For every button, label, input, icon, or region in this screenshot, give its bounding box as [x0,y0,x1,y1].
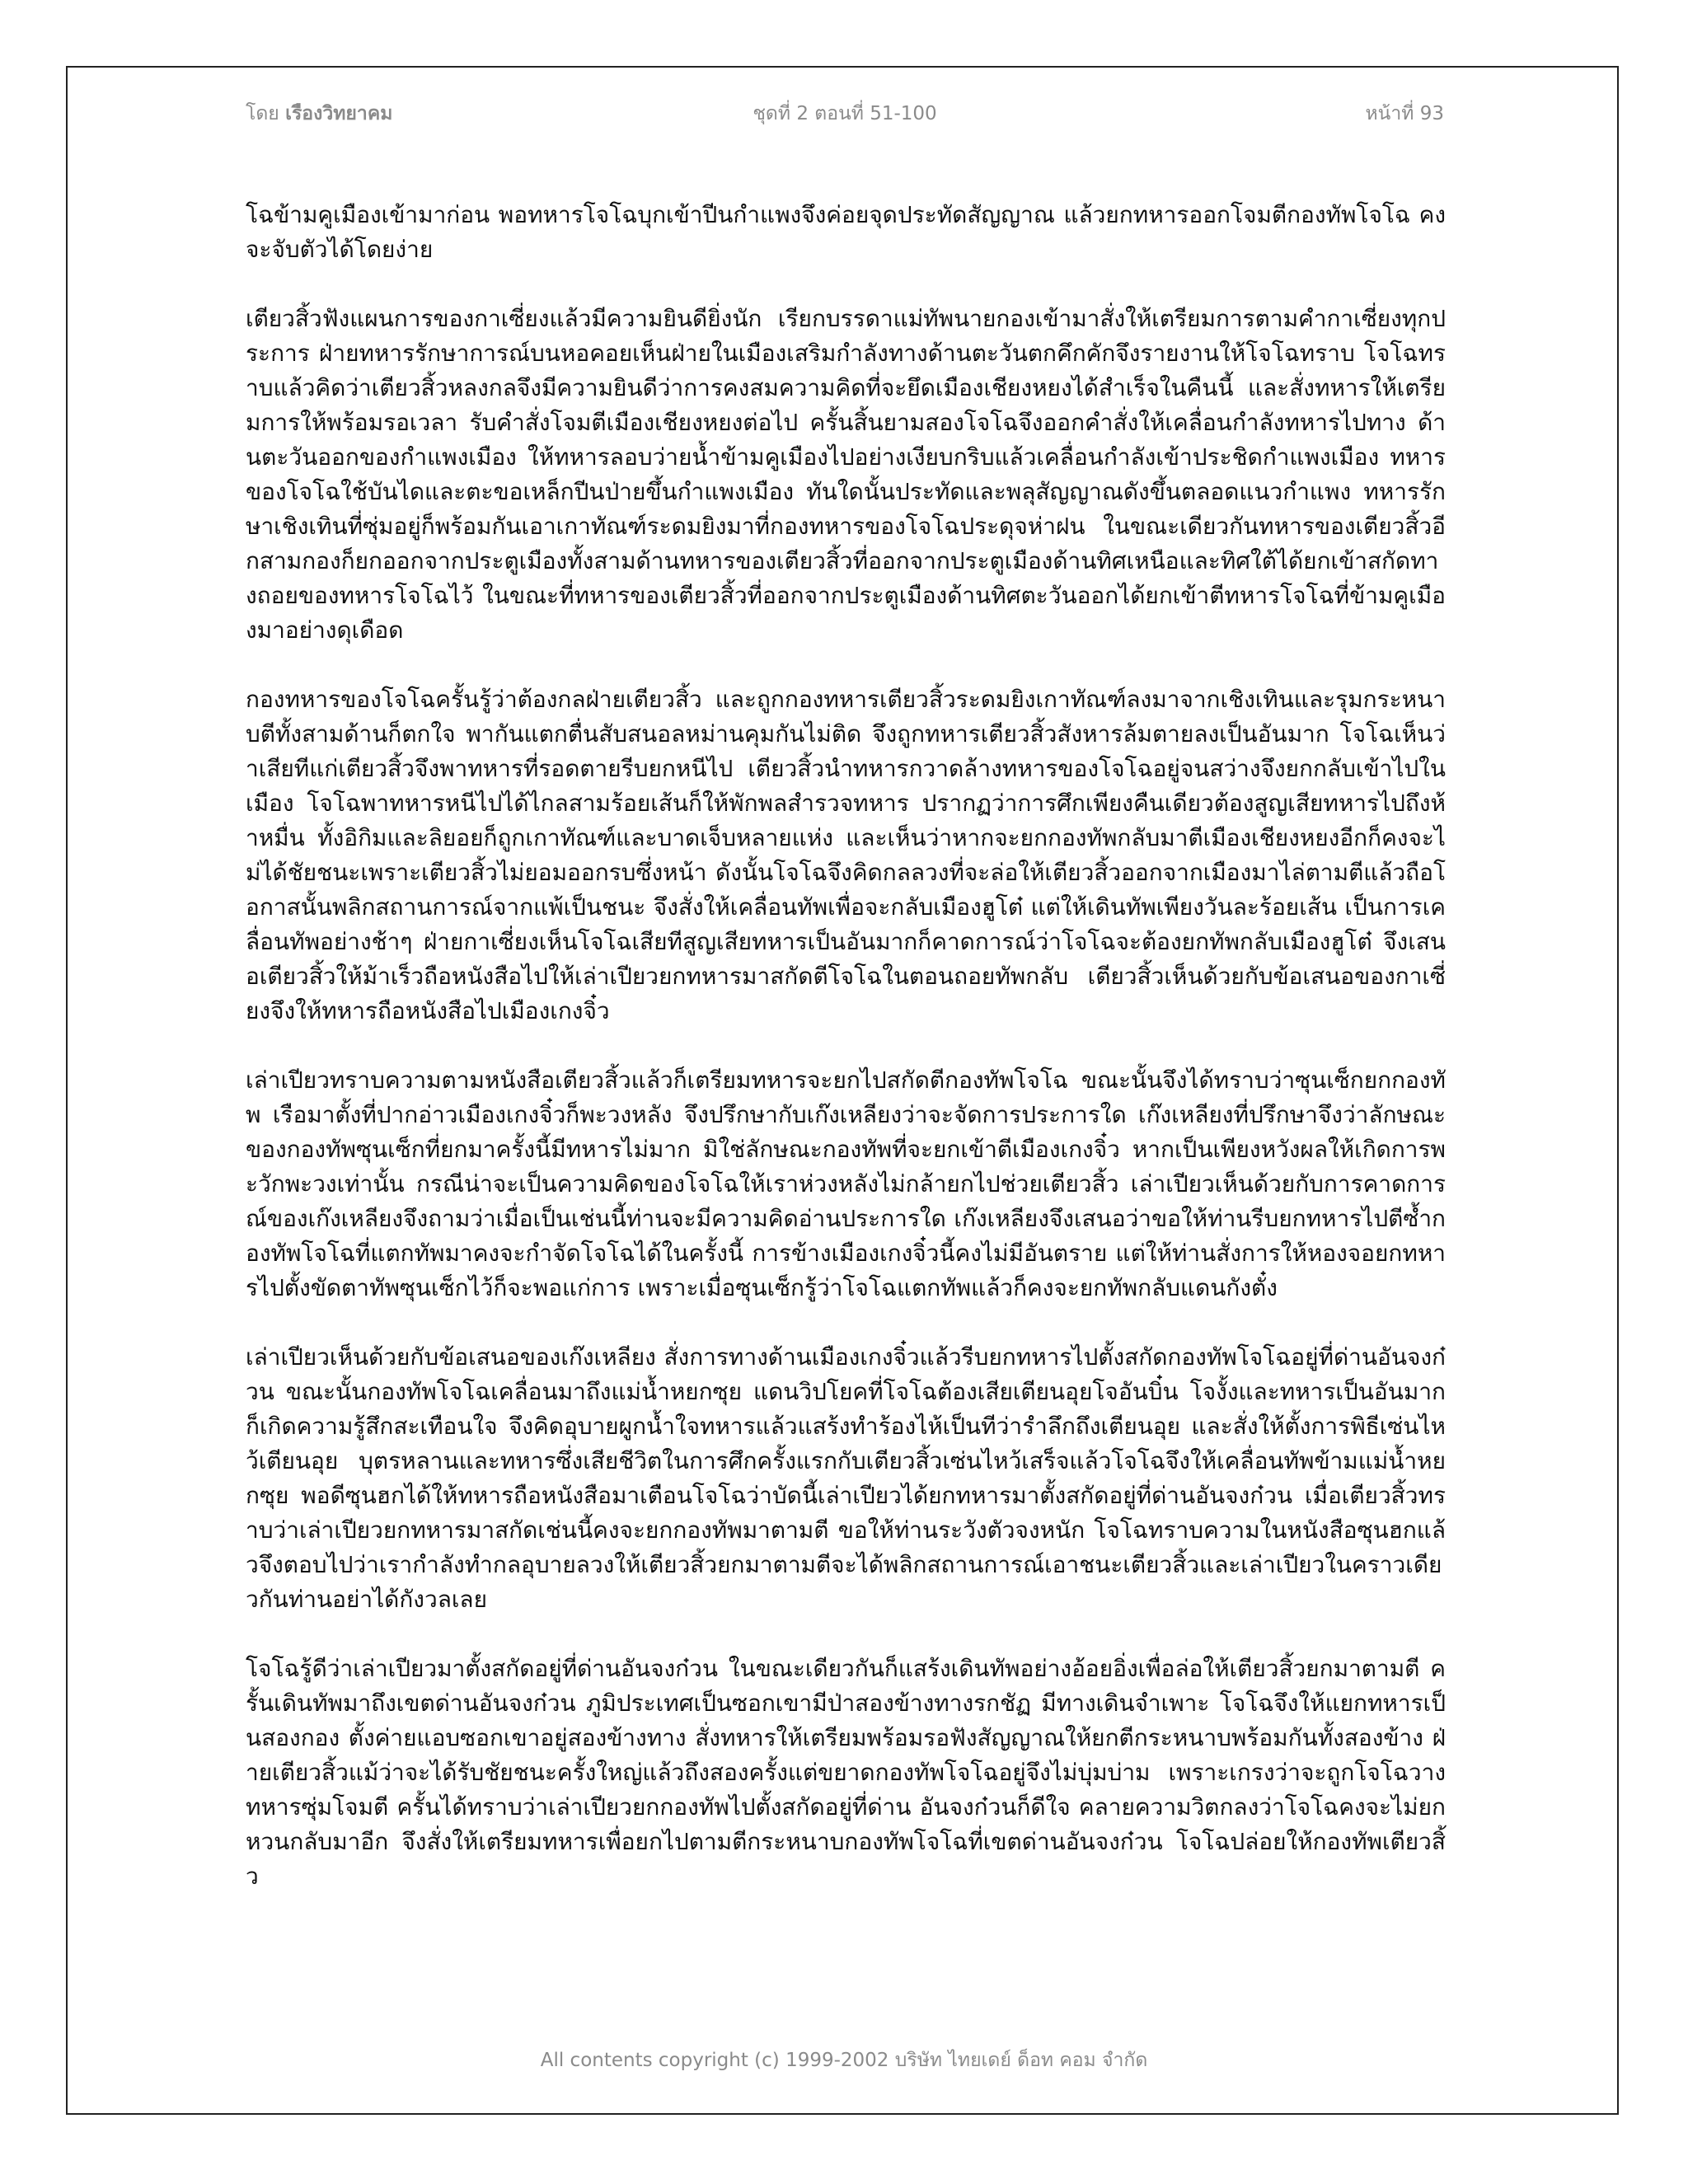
paragraph: กองทหารของโจโฉครั้นรู้ว่าต้องกลฝ่ายเตียวสิ้ว และถูกกองทหารเตียวสิ้วระดมยิงเกาทัณฑ์ลงมาจากเชิงเทินและรุมกระหนาบตีทั้งสามด้านก็ตกใจ พากันแตกตื่นสับสนอลหม่านคุมกันไม่ติด จึงถูกทหารเตียวสิ้วสังหารล้มตายลงเป็นอันมาก โจโฉเห็นว่าเสียทีแก่เตียวสิ้วจึงพาทหารที่รอดตายรีบยกหนีไป เตียวสิ้วนำทหารกวาดล้างทหารของโจโฉอยู่จนสว่างจึงยกกลับเข้าไปในเมือง โจโฉพาทหารหนีไปได้ไกลสามร้อยเส้นก็ให้พักพลสำรวจทหาร ปรากฏว่าการศึกเพียงคืนเดียวต้องสูญเสียทหารไปถึงห้าหมื่น ทั้งอิกิมและลิยอยก็ถูกเกาทัณฑ์และบาดเจ็บหลายแห่ง และเห็นว่าหากจะยกกองทัพกลับมาตีเมืองเชียงหยงอีกก็คงจะไม่ได้ชัยชนะเพราะเตียวสิ้วไม่ยอมออกรบซึ่งหน้า ดังนั้นโจโฉจึงคิดกลลวงที่จะล่อให้เตียวสิ้วออกจากเมืองมาไล่ตามตีแล้วถือโอกาสนั้นพลิกสถานการณ์จากแพ้เป็นชนะ จึงสั่งให้เคลื่อนทัพเพื่อจะกลับเมืองฮูโต๋ แต่ให้เดินทัพเพียงวันละร้อยเส้น เป็นการเคลื่อนทัพอย่างช้าๆ ฝ่ายกาเซี่ยงเห็นโจโฉเสียทีสูญเสียทหารเป็นอันมากก็คาดการณ์ว่าโจโฉจะต้องยกทัพกลับเมืองฮูโต๋ จึงเสนอเตียวสิ้วให้ม้าเร็วถือหนังสือไปให้เล่าเปียวยกทหารมาสกัดตีโจโฉในตอนถอยทัพกลับ เตียวสิ้วเห็นด้วยกับข้อเสนอของกาเซี่ยงจึงให้ทหารถือหนังสือไปเมืองเกงจิ๋ว [246,686,1446,1024]
page-header [246,99,1444,132]
series-label: ชุดที่ 2 ตอนที่ 51-100 [753,103,937,124]
page-number: หน้าที่ 93 [1365,103,1444,124]
paragraph: เล่าเปียวทราบความตามหนังสือเตียวสิ้วแล้วก็เตรียมทหารจะยกไปสกัดตีกองทัพโจโฉ ขณะนั้นจึงได้ทราบว่าซุนเซ็กยกกองทัพ เรือมาตั้งที่ปากอ่าวเมืองเกงจิ๋วก็พะวงหลัง จึงปรึกษากับเก๊งเหลียงว่าจะจัดการประการใด เก๊งเหลียงที่ปรึกษาจึงว่าลักษณะของกองทัพซุนเซ็กที่ยกมาครั้งนี้มีทหารไม่มาก มิใช่ลักษณะกองทัพที่จะยกเข้าตีเมืองเกงจิ๋ว หากเป็นเพียงหวังผลให้เกิดการพะวักพะวงเท่านั้น กรณีน่าจะเป็นความคิดของโจโฉให้เราห่วงหลังไม่กล้ายกไปช่วยเตียวสิ้ว เล่าเปียวเห็นด้วยกับการคาดการณ์ของเก๊งเหลียงจึงถามว่าเมื่อเป็นเช่นนี้ท่านจะมีความคิดอ่านประการใด เก๊งเหลียงจึงเสนอว่าขอให้ท่านรีบยกทหารไปตีซ้ำกองทัพโจโฉที่แตกทัพมาคงจะกำจัดโจโฉได้ในครั้งนี้ การข้างเมืองเกงจิ๋วนี้คงไม่มีอันตราย แต่ให้ท่านสั่งการให้หองจอยกทหารไปตั้งขัดตาทัพซุนเซ็กไว้ก็จะพอแก่การ เพราะเมื่อซุนเซ็กรู้ว่าโจโฉแตกทัพแล้วก็คงจะยกทัพกลับแดนกังตั๋ง [246,1066,1446,1301]
author-name: เรืองวิทยาคม [285,103,393,124]
paragraph: เล่าเปียวเห็นด้วยกับข้อเสนอของเก๊งเหลียง สั่งการทางด้านเมืองเกงจิ๋วแล้วรีบยกทหารไปตั้งสกัดกองทัพโจโฉอยู่ที่ด่านอันจงก๋วน ขณะนั้นกองทัพโจโฉเคลื่อนมาถึงแม่น้ำหยกซุย แดนวิปโยคที่โจโฉต้องเสียเตียนอุยโจอันบิ๋น โจงั้งและทหารเป็นอันมากก็เกิดความรู้สึกสะเทือนใจ จึงคิดอุบายผูกน้ำใจทหารแล้วแสร้งทำร้องไห้เป็นทีว่ารำลึกถึงเตียนอุย และสั่งให้ตั้งการพิธีเซ่นไหว้เตียนอุย บุตรหลานและทหารซึ่งเสียชีวิตในการศึกครั้งแรกกับเตียวสิ้วเซ่นไหว้เสร็จแล้วโจโฉจึงให้เคลื่อนทัพข้ามแม่น้ำหยกซุย พอดีซุนฮกได้ให้ทหารถือหนังสือมาเตือนโจโฉว่าบัดนี้เล่าเปียวได้ยกทหารมาตั้งสกัดอยู่ที่ด่านอันจงก๋วน เมื่อเตียวสิ้วทราบว่าเล่าเปียวยกทหารมาสกัดเช่นนี้คงจะยกกองทัพมาตามตี ขอให้ท่านระวังตัวจงหนัก โจโฉทราบความในหนังสือซุนฮกแล้วจึงตอบไปว่าเรากำลังทำกลอุบายลวงให้เตียวสิ้วยกมาตามตีจะได้พลิกสถานการณ์เอาชนะเตียวสิ้วและเล่าเปียวในคราวเดียวกันท่านอย่าได้กังวลเลย [246,1343,1446,1613]
copyright-footer: All contents copyright (c) 1999-2002 บริษัท ไทยเดย์ ด็อท คอม จำกัด [540,2050,1148,2071]
paragraph: เตียวสิ้วฟังแผนการของกาเซี่ยงแล้วมีความยินดียิ่งนัก เรียกบรรดาแม่ทัพนายกองเข้ามาสั่งให้เตรียมการตามคำกาเซี่ยงทุกประการ ฝ่ายทหารรักษาการณ์บนหอคอยเห็นฝ่ายในเมืองเสริมกำลังทางด้านตะวันตกคึกคักจึงรายงานให้โจโฉทราบ โจโฉทราบแล้วคิดว่าเตียวสิ้วหลงกลจึงมีความยินดีว่าการคงสมความคิดที่จะยึดเมืองเชียงหยงได้สำเร็จในคืนนี้ และสั่งทหารให้เตรียมการให้พร้อมรอเวลา รับคำสั่งโจมตีเมืองเชียงหยงต่อไป ครั้นสิ้นยามสองโจโฉจึงออกคำสั่งให้เคลื่อนกำลังทหารไปทาง ด้านตะวันออกของกำแพงเมือง ให้ทหารลอบว่ายน้ำข้ามคูเมืองไปอย่างเงียบกริบแล้วเคลื่อนกำลังเข้าประชิดกำแพงเมือง ทหารของโจโฉใช้บันไดและตะขอเหล็กปีนป่ายขึ้นกำแพงเมือง ทันใดนั้นประทัดและพลุสัญญาณดังขึ้นตลอดแนวกำแพง ทหารรักษาเชิงเทินที่ซุ่มอยู่ก็พร้อมกันเอาเกาทัณฑ์ระดมยิงมาที่กองทหารของโจโฉประดุจห่าฝน ในขณะเดียวกันทหารของเตียวสิ้วอีกสามกองก็ยกออกจากประตูเมืองทั้งสามด้านทหารของเตียวสิ้วที่ออกจากประตูเมืองด้านทิศเหนือและทิศใต้ได้ยกเข้าสกัดทางถอยของทหารโจโฉไว้ ในขณะที่ทหารของเตียวสิ้วที่ออกจากประตูเมืองด้านทิศตะวันออกได้ยกเข้าตีทหารโจโฉที่ข้ามคูเมืองมาอย่างดุเดือด [246,305,1446,644]
paragraph: โฉข้ามคูเมืองเข้ามาก่อน พอทหารโจโฉบุกเข้าปีนกำแพงจึงค่อยจุดประทัดสัญญาณ แล้วยกทหารออกโจมตีกองทัพโจโฉ คงจะจับตัวได้โดยง่าย [246,201,1446,263]
article-body [246,198,1446,1929]
paragraph: โจโฉรู้ดีว่าเล่าเปียวมาตั้งสกัดอยู่ที่ด่านอันจงก๋วน ในขณะเดียวกันก็แสร้งเดินทัพอย่างอ้อยอิ่งเพื่อล่อให้เตียวสิ้วยกมาตามตี ครั้นเดินทัพมาถึงเขตด่านอันจงก๋วน ภูมิประเทศเป็นซอกเขามีป่าสองข้างทางรกชัฏ มีทางเดินจำเพาะ โจโฉจึงให้แยกทหารเป็นสองกอง ตั้งค่ายแอบซอกเขาอยู่สองข้างทาง สั่งทหารให้เตรียมพร้อมรอฟังสัญญาณให้ยกตีกระหนาบพร้อมกันทั้งสองข้าง ฝ่ายเตียวสิ้วแม้ว่าจะได้รับชัยชนะครั้งใหญ่แล้วถึงสองครั้งแต่ขยาดกองทัพโจโฉอยู่จึงไม่บุ่มบ่าม เพราะเกรงว่าจะถูกโจโฉวางทหารซุ่มโจมตี ครั้นได้ทราบว่าเล่าเปียวยกกองทัพไปตั้งสกัดอยู่ที่ด่าน อันจงก๋วนก็ดีใจ คลายความวิตกลงว่าโจโฉคงจะไม่ยกหวนกลับมาอีก จึงสั่งให้เตรียมทหารเพื่อยกไปตามตีกระหนาบกองทัพโจโฉที่เขตด่านอันจงก๋วน โจโฉปล่อยให้กองทัพเตียวสิ้ว [246,1655,1446,1890]
author-prefix: โดย [246,103,279,124]
